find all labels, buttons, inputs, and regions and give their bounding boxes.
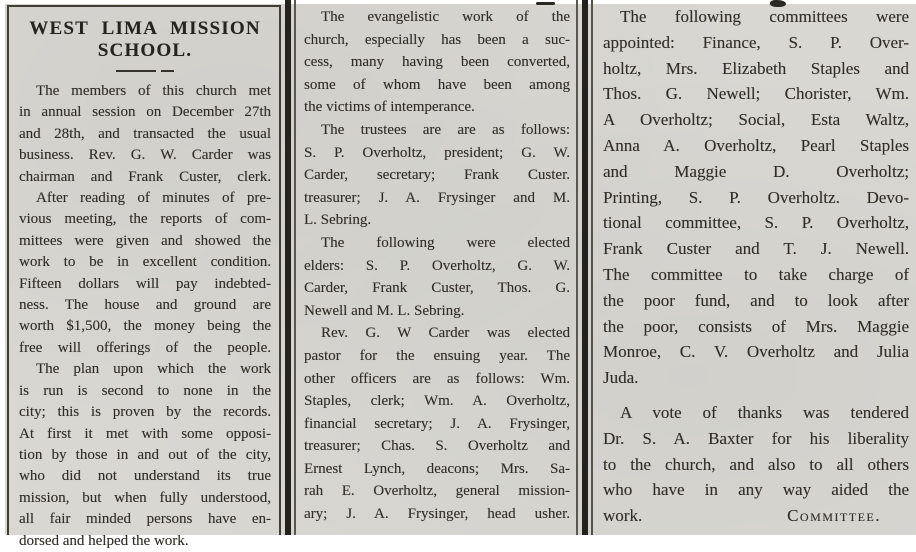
text-line: business. Rev. G. W. Carder was	[19, 147, 271, 164]
text-line: vious meeting, the reports of com-	[19, 211, 271, 228]
text-line: dorsed and helped the work.	[19, 532, 189, 549]
paragraph	[603, 4, 909, 391]
committee-signature: Committee.	[787, 506, 881, 526]
text-line: tional committee, S. P. Overholtz,	[603, 213, 909, 233]
column-rule-thick-1	[285, 0, 291, 535]
text-line: The plan upon which the work	[36, 361, 271, 378]
text-line: The trustees are are as follows:	[321, 121, 570, 138]
closing-word: work.	[603, 506, 643, 526]
scan-artifact	[536, 2, 555, 5]
text-line: in annual session on December 27th	[19, 104, 271, 121]
text-line: and Maggie D. Overholtz;	[603, 161, 909, 181]
text-line: rah E. Overholtz, general mission-	[304, 483, 570, 500]
text-line: ary; J. A. Frysinger, head usher.	[304, 506, 570, 523]
text-line: Carder, Frank Custer, Thos. G.	[304, 280, 570, 297]
text-line: who did not understand its true	[19, 468, 271, 485]
text-line: Rev. G. W Carder was elected	[321, 325, 570, 342]
column-rule-thin-2b	[591, 0, 593, 535]
headline-divider	[19, 70, 271, 72]
text-line: Printing, S. P. Overholtz. Devo-	[603, 187, 909, 207]
text-line: Ernest Lynch, deacons; Mrs. Sa-	[304, 460, 570, 477]
text-line: At first it met with some opposi-	[19, 425, 271, 442]
text-line: Frank Custer and T. J. Newell.	[603, 239, 909, 259]
paragraph	[304, 119, 570, 232]
column-1-text	[19, 81, 271, 552]
paragraph	[304, 6, 570, 119]
text-line: Fifteen dollars will pay indebted-	[19, 275, 271, 292]
text-line: financial secretary; J. A. Frysinger,	[304, 415, 570, 432]
column-1	[7, 5, 281, 549]
divider-segment-long	[116, 70, 156, 72]
text-line: After reading of minutes of pre-	[36, 190, 271, 207]
paragraph	[304, 322, 570, 525]
text-line: The following committees were	[620, 7, 909, 26]
text-line: The members of this church met	[36, 83, 271, 99]
column-rule-thin-2a	[576, 0, 578, 535]
column-rule-thin-1	[294, 0, 296, 535]
text-line: who have in any way aided the	[603, 480, 909, 500]
article-headline: WEST LIMA MISSION SCHOOL.	[29, 18, 261, 61]
column-3	[596, 4, 916, 529]
text-line: tion by those in and out of the city,	[19, 446, 271, 463]
text-line: free will offerings of the people.	[19, 339, 271, 356]
paragraph	[19, 81, 271, 188]
text-line: Juda.	[603, 368, 639, 388]
text-line: elders: S. P. Overholtz, G. W.	[304, 257, 570, 274]
text-line: work to be in excellent condition.	[19, 254, 271, 271]
column-3-text	[603, 4, 909, 503]
text-line: Dr. S. A. Baxter for his liberality	[603, 428, 909, 448]
text-line: L. Sebring.	[304, 212, 372, 229]
closing-line	[603, 503, 909, 529]
text-line: mission, but when fully understood,	[19, 489, 271, 506]
text-line: The evangelistic work of the	[321, 9, 570, 25]
text-line: ness. The house and ground are	[19, 297, 271, 314]
text-line: Carder, secretary; Frank Custer.	[304, 167, 570, 184]
paragraph	[19, 188, 271, 359]
text-line: S. P. Overholtz, president; G. W.	[304, 144, 570, 161]
text-line: chairman and Frank Custer, clerk.	[19, 168, 271, 185]
text-line: A vote of thanks was tendered	[620, 402, 909, 422]
text-line: Anna A. Overholtz, Pearl Staples	[603, 135, 909, 155]
text-line: A Overholtz; Social, Esta Waltz,	[603, 110, 909, 130]
text-line: is run is second to none in the	[19, 382, 271, 399]
text-line: worth $1,500, the money being the	[19, 318, 271, 335]
paragraph	[19, 359, 271, 552]
text-line: mittees were given and showed the	[19, 232, 271, 249]
text-line: other officers are as follows: Wm.	[304, 370, 570, 387]
text-line: treasurer; J. A. Frysinger and M.	[304, 189, 570, 206]
text-line: the poor, consists of Mrs. Maggie	[603, 316, 909, 336]
text-line: holtz, Mrs. Elizabeth Staples and	[603, 58, 909, 78]
text-line: Staples, clerk; Wm. A. Overholtz,	[304, 393, 570, 410]
paragraph	[603, 400, 909, 503]
text-line: treasurer; Chas. S. Overholtz and	[304, 438, 570, 455]
text-line: all fair minded persons have en-	[19, 511, 271, 528]
text-line: the victims of intemperance.	[304, 99, 475, 116]
text-line: The following were elected	[321, 234, 570, 251]
paragraph	[304, 232, 570, 322]
text-line: city; this is proven by the records.	[19, 404, 271, 421]
text-line: Thos. G. Newell; Chorister, Wm.	[603, 84, 909, 104]
text-line: some of whom have been among	[304, 76, 570, 93]
column-2	[299, 6, 575, 526]
text-line: and 28th, and transacted the usual	[19, 125, 271, 142]
text-line: church, especially has been a suc-	[304, 31, 570, 48]
divider-segment-short	[161, 70, 174, 72]
text-line: appointed: Finance, S. P. Over-	[603, 32, 909, 52]
text-line: Newell and M. L. Sebring.	[304, 302, 465, 319]
text-line: Monroe, C. V. Overholtz and Julia	[603, 342, 909, 362]
text-line: to the church, and also to all others	[603, 454, 909, 474]
column-rule-thick-2	[582, 0, 588, 535]
text-line: pastor for the ensuing year. The	[304, 347, 570, 364]
text-line: the poor fund, and to look after	[603, 290, 909, 310]
text-line: The committee to take charge of	[603, 264, 909, 284]
text-line: cess, many having been converted,	[304, 54, 570, 71]
